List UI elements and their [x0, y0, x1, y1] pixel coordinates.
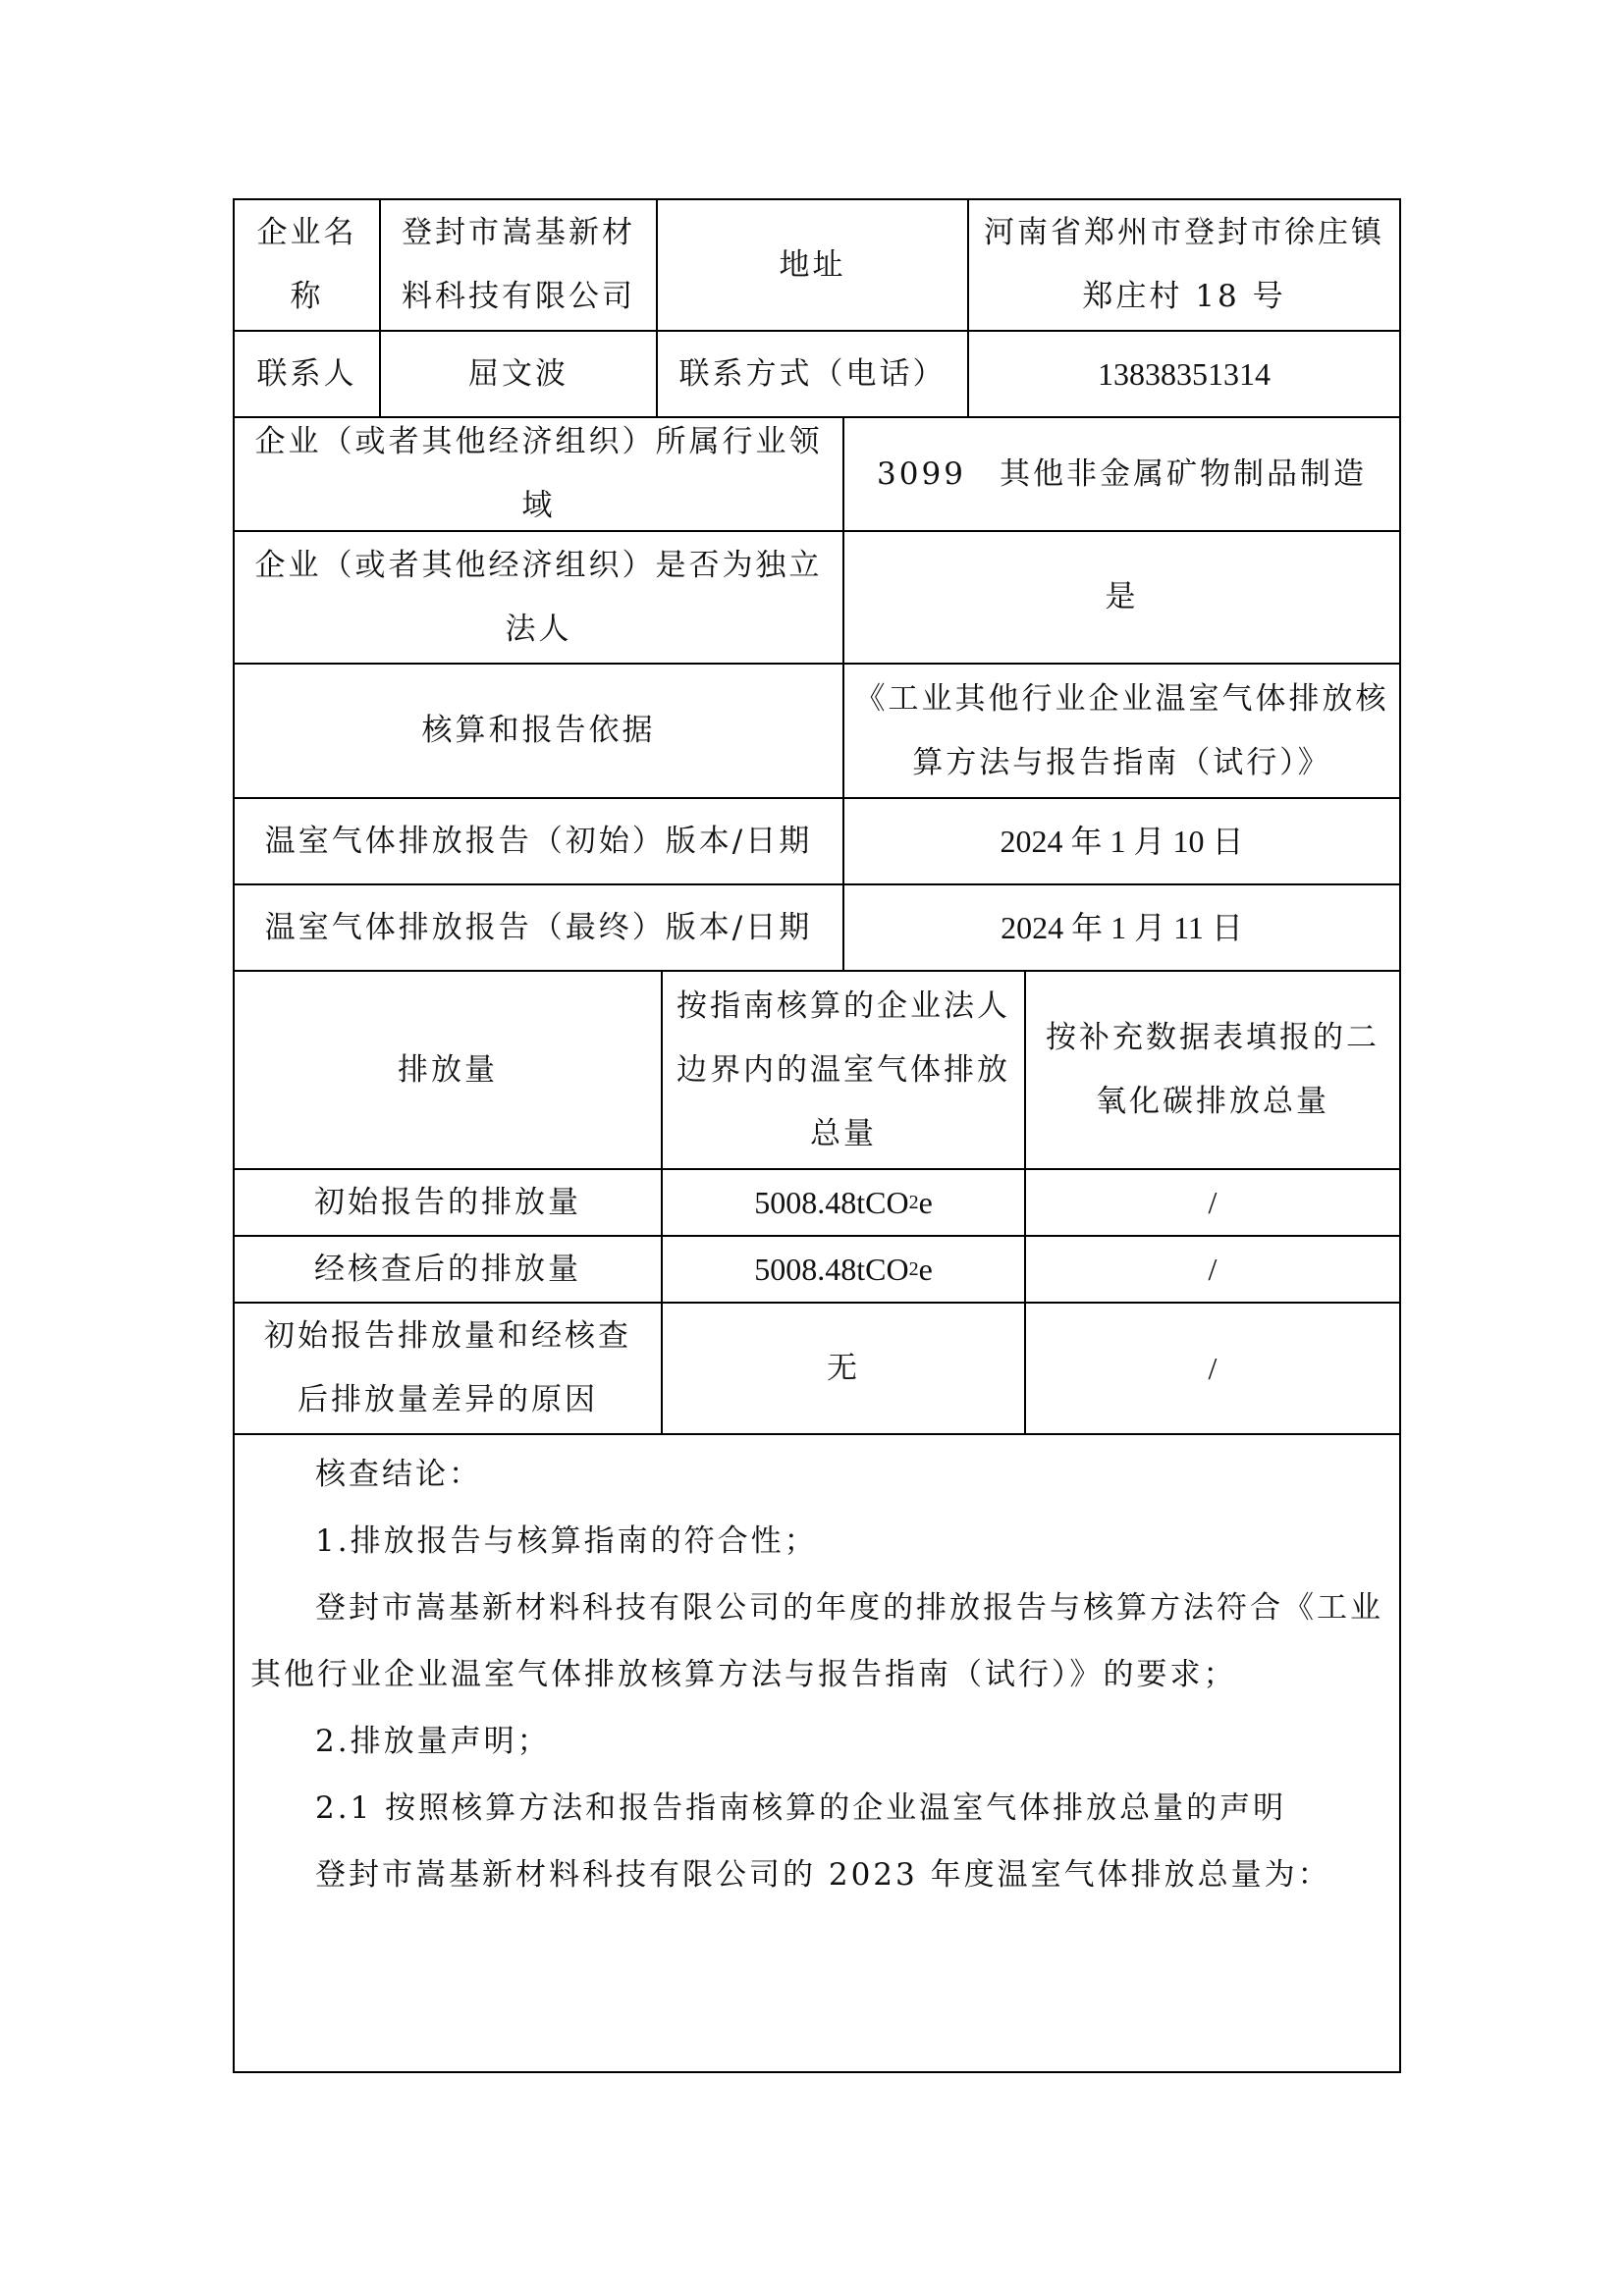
emissions-col1-header: 按指南核算的企业法人边界内的温室气体排放总量 — [677, 988, 1010, 1151]
phone-value: 13838351314 — [1098, 355, 1271, 392]
contact-person-label: 联系人 — [256, 355, 357, 392]
verified-emissions-col2: / — [1208, 1251, 1218, 1287]
basis-label: 核算和报告依据 — [421, 713, 656, 748]
final-version-label: 温室气体排放报告（最终）版本/日期 — [264, 909, 813, 945]
basis-value: 《工业其他行业企业温室气体排放核算方法与报告指南（试行）》 — [854, 680, 1389, 780]
initial-version-label: 温室气体排放报告（初始）版本/日期 — [264, 823, 813, 859]
company-name-label: 企业名称 — [256, 215, 357, 314]
emissions-col2-header: 按补充数据表填报的二氧化碳排放总量 — [1046, 1020, 1380, 1119]
conclusion-item-1: 1.排放报告与核算指南的符合性； — [315, 1523, 818, 1559]
initial-emissions-col2: / — [1208, 1184, 1218, 1220]
legal-entity-value: 是 — [1105, 579, 1139, 614]
address-label: 地址 — [779, 246, 846, 283]
conclusion-item-1-text: 登封市嵩基新材料科技有限公司的年度的排放报告与核算方法符合《工业其他行业企业温室气体排放核算方法与报告指南（试行）》的要求； — [250, 1590, 1383, 1692]
conclusion-item-2-1-text: 登封市嵩基新材料科技有限公司的 2023 年度温室气体排放总量为： — [315, 1857, 1331, 1893]
company-name-value: 登封市嵩基新材料科技有限公司 — [402, 215, 635, 314]
difference-reason-label: 初始报告排放量和经核查后排放量差异的原因 — [264, 1318, 631, 1417]
industry-value: 3099 其他非金属矿物制品制造 — [877, 455, 1367, 492]
difference-reason-col1: 无 — [827, 1350, 860, 1386]
verified-emissions-value: 5008.48tCO 2 e — [754, 1251, 933, 1287]
emissions-header: 排放量 — [398, 1051, 498, 1088]
conclusion-item-2-1: 2.1 按照核算方法和报告指南核算的企业温室气体排放总量的声明 — [315, 1790, 1287, 1826]
initial-emissions-value: 5008.48tCO 2 e — [754, 1184, 933, 1220]
address-value: 河南省郑州市登封市徐庄镇郑庄村 18 号 — [984, 215, 1384, 314]
final-version-value: 2024 年 1 月 11 日 — [1001, 909, 1243, 945]
initial-version-value: 2024 年 1 月 10 日 — [1000, 823, 1244, 859]
initial-emissions-label: 初始报告的排放量 — [314, 1184, 581, 1220]
phone-label: 联系方式（电话） — [678, 355, 947, 392]
verification-conclusion — [250, 1441, 1387, 1908]
legal-entity-label: 企业（或者其他经济组织）是否为独立法人 — [254, 547, 823, 647]
contact-person-value: 屈文波 — [468, 355, 568, 392]
conclusion-title: 核查结论： — [315, 1457, 482, 1492]
conclusion-item-2: 2.排放量声明； — [315, 1724, 551, 1759]
verified-emissions-label: 经核查后的排放量 — [314, 1251, 581, 1287]
industry-label: 企业（或者其他经济组织）所属行业领域 — [254, 424, 823, 523]
difference-reason-col2: / — [1208, 1350, 1218, 1386]
